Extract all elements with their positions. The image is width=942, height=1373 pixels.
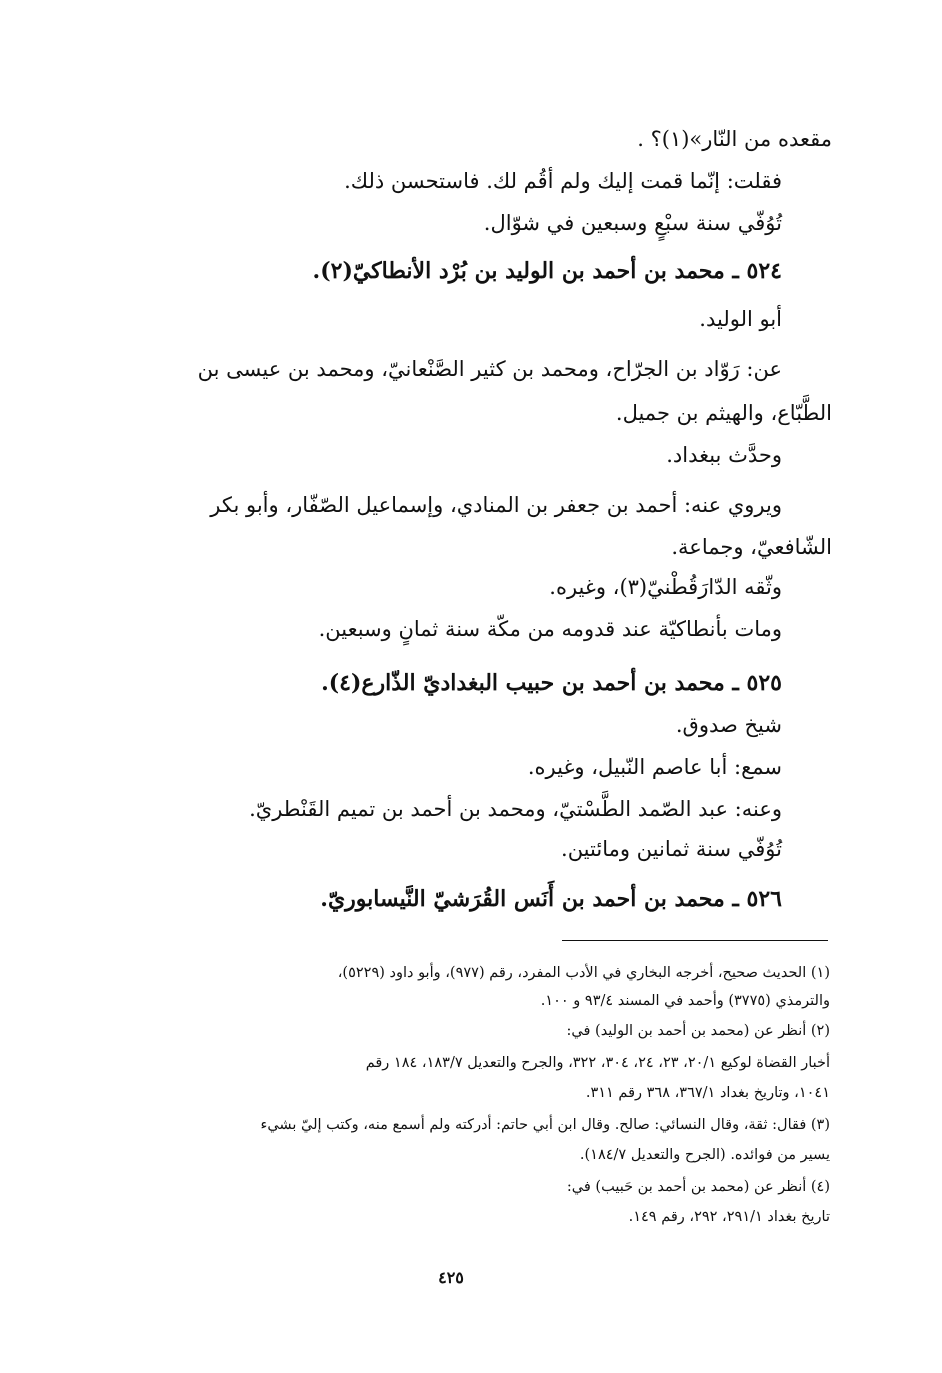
text-line: ومات بأنطاكيّة عند قدومه من مكّة سنة ثمانٍ وسبعين. (318, 617, 782, 641)
text-line: فقلت: إنّما قمت إليك ولم أقُم لك. فاستحسن ذلك. (344, 169, 782, 193)
text-line: وعنه: عبد الصّمد الطَّسْتيّ، ومحمد بن أحمد بن تميم القَنْطريّ. (249, 797, 782, 821)
text-line: وثّقه الدّارَقُطْنيّ(٣)، وغيره. (549, 575, 782, 599)
text-line: شيخ صدوق. (675, 713, 782, 737)
footnote-1-cont: والترمذي (٣٧٧٥) وأحمد في المسند ٩٣/٤ و ١٠٠. (540, 993, 830, 1009)
text-line: مقعده من النّار»(١)؟ . (637, 127, 832, 151)
text-line: ويروي عنه: أحمد بن جعفر بن المنادي، وإسماعيل الصّفّار، وأبو بكر (210, 493, 782, 517)
footnote-2-cont: ١٠٤١، وتاريخ بغداد ٣٦٧/١، ٣٦٨ رقم ٣١١. (585, 1085, 830, 1101)
text-line: الطَّبّاع، والهيثم بن جميل. (615, 401, 832, 425)
footnote-3: (٣) فقال: ثقة، وقال النسائي: صالح. وقال ابن أبي حاتم: أدركته ولم أسمع منه، وكتب إليّ بشيء (260, 1117, 830, 1133)
entry-heading-524: ٥٢٤ ـ محمد بن أحمد بن الوليد بن بُرْد الأنطاكيّ(٢). (312, 258, 782, 284)
footnote-4: (٤) أنظر عن (محمد بن أحمد بن حَبيب) في: (566, 1179, 830, 1195)
text-line: وحدَّث ببغداد. (666, 443, 782, 467)
text-line: الشّافعيّ، وجماعة. (671, 535, 832, 559)
footnote-1: (١) الحديث صحيح، أخرجه البخاري في الأدب المفرد، رقم (٩٧٧)، وأبو داود (٥٢٢٩)، (337, 965, 830, 981)
entry-heading-525: ٥٢٥ ـ محمد بن أحمد بن حبيب البغداديّ الذّارع(٤). (321, 670, 782, 696)
footnote-3-cont: يسير من فوائده. (الجرح والتعديل ١٨٤/٧). (579, 1147, 830, 1163)
text-line: أبو الوليد. (699, 307, 782, 331)
footnote-4-cont: تاريخ بغداد ٢٩١/١، ٢٩٢، رقم ١٤٩. (628, 1209, 830, 1225)
page-number: ٤٢٥ (438, 1268, 464, 1287)
entry-heading-526: ٥٢٦ ـ محمد بن أحمد بن أَنَس القُرَشيّ النَّيسابوريّ. (320, 886, 782, 912)
text-line: سمع: أبا عاصم النّبيل، وغيره. (527, 755, 782, 779)
footnote-2-cont: أخبار القضاة لوكيع ٢٠/١، ٢٣، ٢٤، ٣٠٤، ٣٢٢، والجرح والتعديل ١٨٣/٧، ١٨٤ رقم (365, 1055, 830, 1071)
footnote-2: (٢) أنظر عن (محمد بن أحمد بن الوليد) في: (566, 1023, 830, 1039)
text-line: تُوُفّي سنة سبْعٍ وسبعين في شوّال. (483, 211, 782, 235)
text-line: عن: رَوّاد بن الجرّاح، ومحمد بن كثير الصَّنْعانيّ، ومحمد بن عيسى بن (197, 357, 782, 381)
footnote-divider (562, 940, 828, 941)
text-line: تُوُفّي سنة ثمانين ومائتين. (561, 837, 782, 861)
